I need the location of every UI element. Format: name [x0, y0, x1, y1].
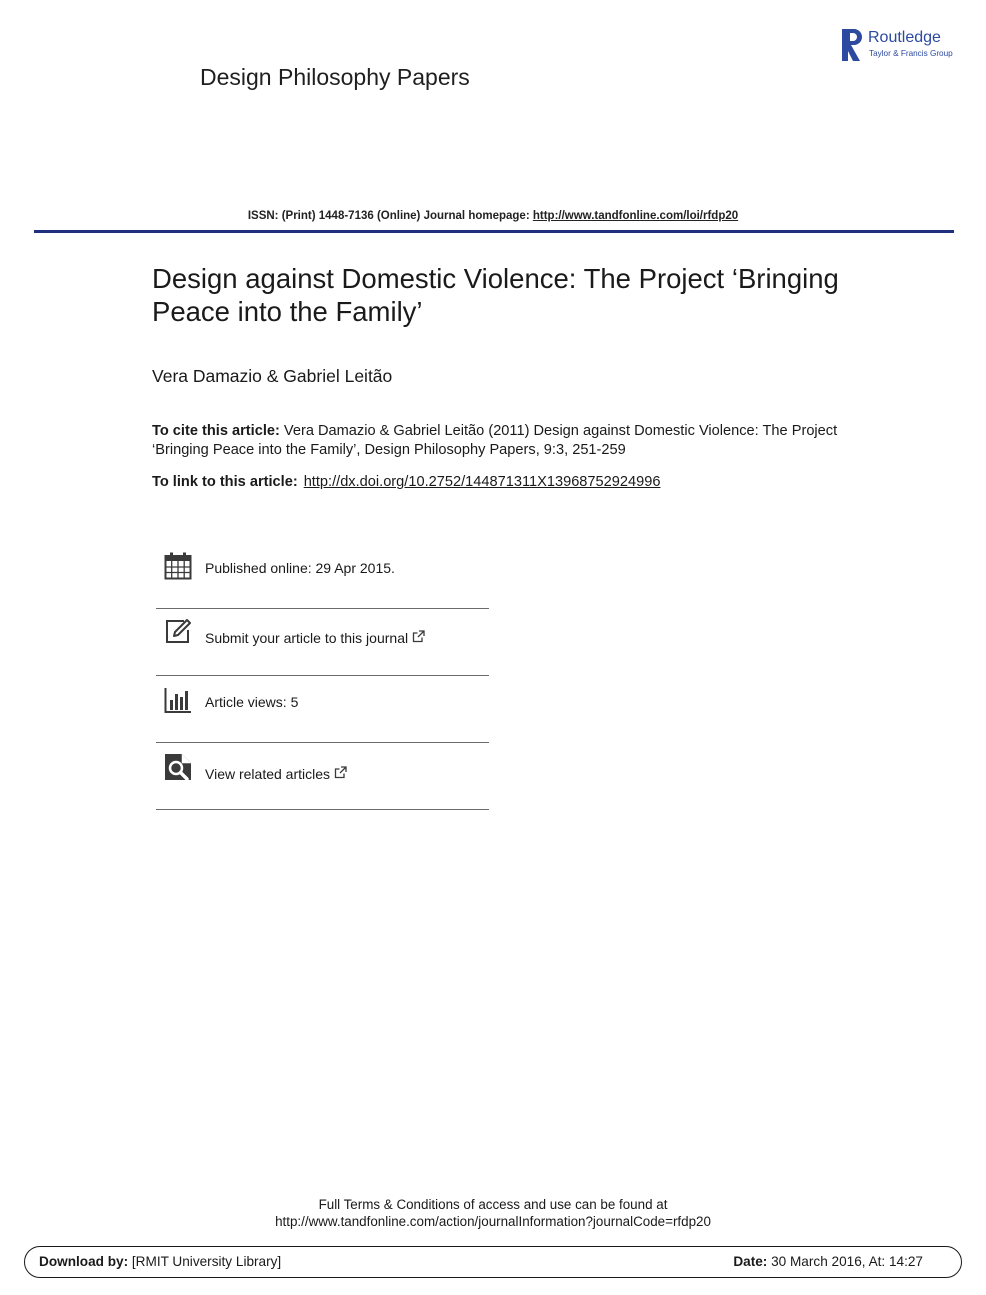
publisher-name: Routledge [868, 29, 941, 46]
terms-line-1: Full Terms & Conditions of access and use can be found at [318, 1197, 668, 1212]
date-label: Date: [733, 1254, 768, 1269]
article-title: Design against Domestic Violence: The Project ‘Bringing Peace into the Family’ [152, 263, 839, 327]
routledge-logo-icon [842, 29, 862, 61]
submit-article-link[interactable] [205, 630, 425, 646]
bar-chart-icon [164, 686, 192, 714]
article-authors: Vera Damazio & Gabriel Leitão [152, 366, 393, 386]
download-by [39, 1254, 281, 1269]
edit-icon [164, 618, 192, 646]
journal-title: Design Philosophy Papers [200, 64, 470, 90]
submit-article-item[interactable] [156, 608, 489, 676]
related-articles-item[interactable] [156, 743, 489, 809]
issn-line [0, 210, 986, 222]
external-link-icon [334, 766, 347, 779]
download-info-bar [24, 1246, 962, 1278]
cite-text: Vera Damazio & Gabriel Leitão (2011) Design against Domestic Violence: The Project ‘Bringing Peace into the Family’, Design Philosophy Papers, 9:3, 251-259 [152, 423, 838, 458]
journal-homepage-link[interactable]: http://www.tandfonline.com/loi/rfdp20 [532, 210, 739, 222]
published-online-text: Published online: 29 Apr 2015. [205, 560, 395, 576]
related-articles-link[interactable] [205, 766, 347, 782]
download-value: [RMIT University Library] [128, 1254, 282, 1269]
terms-url[interactable]: http://www.tandfonline.com/action/journalInformation?journalCode=rfdp20 [275, 1214, 711, 1229]
article-views-item [156, 676, 489, 743]
cite-label: To cite this article: [152, 423, 280, 439]
publisher-subtitle: Taylor & Francis Group [869, 49, 953, 58]
article-link-line [152, 474, 660, 490]
header-divider [34, 230, 954, 233]
calendar-icon [164, 552, 192, 580]
doi-link[interactable]: http://dx.doi.org/10.2752/144871311X13968752924996 [303, 474, 661, 490]
info-divider [156, 809, 489, 810]
citation-block [152, 422, 842, 460]
published-online-item [156, 542, 489, 608]
download-date [733, 1254, 923, 1269]
external-link-icon [412, 630, 425, 643]
article-info-list [156, 542, 489, 809]
related-articles-text: View related articles [205, 766, 331, 782]
article-views-text: Article views: 5 [205, 694, 299, 710]
download-label: Download by: [39, 1254, 129, 1269]
submit-article-text: Submit your article to this journal [205, 630, 409, 646]
link-label: To link to this article: [152, 474, 298, 490]
terms-notice [0, 1196, 986, 1230]
issn-text: ISSN: (Print) 1448-7136 (Online) Journal homepage: [247, 210, 533, 222]
date-value: 30 March 2016, At: 14:27 [767, 1254, 923, 1269]
publisher-logo[interactable] [842, 29, 962, 63]
search-document-icon [164, 753, 192, 781]
